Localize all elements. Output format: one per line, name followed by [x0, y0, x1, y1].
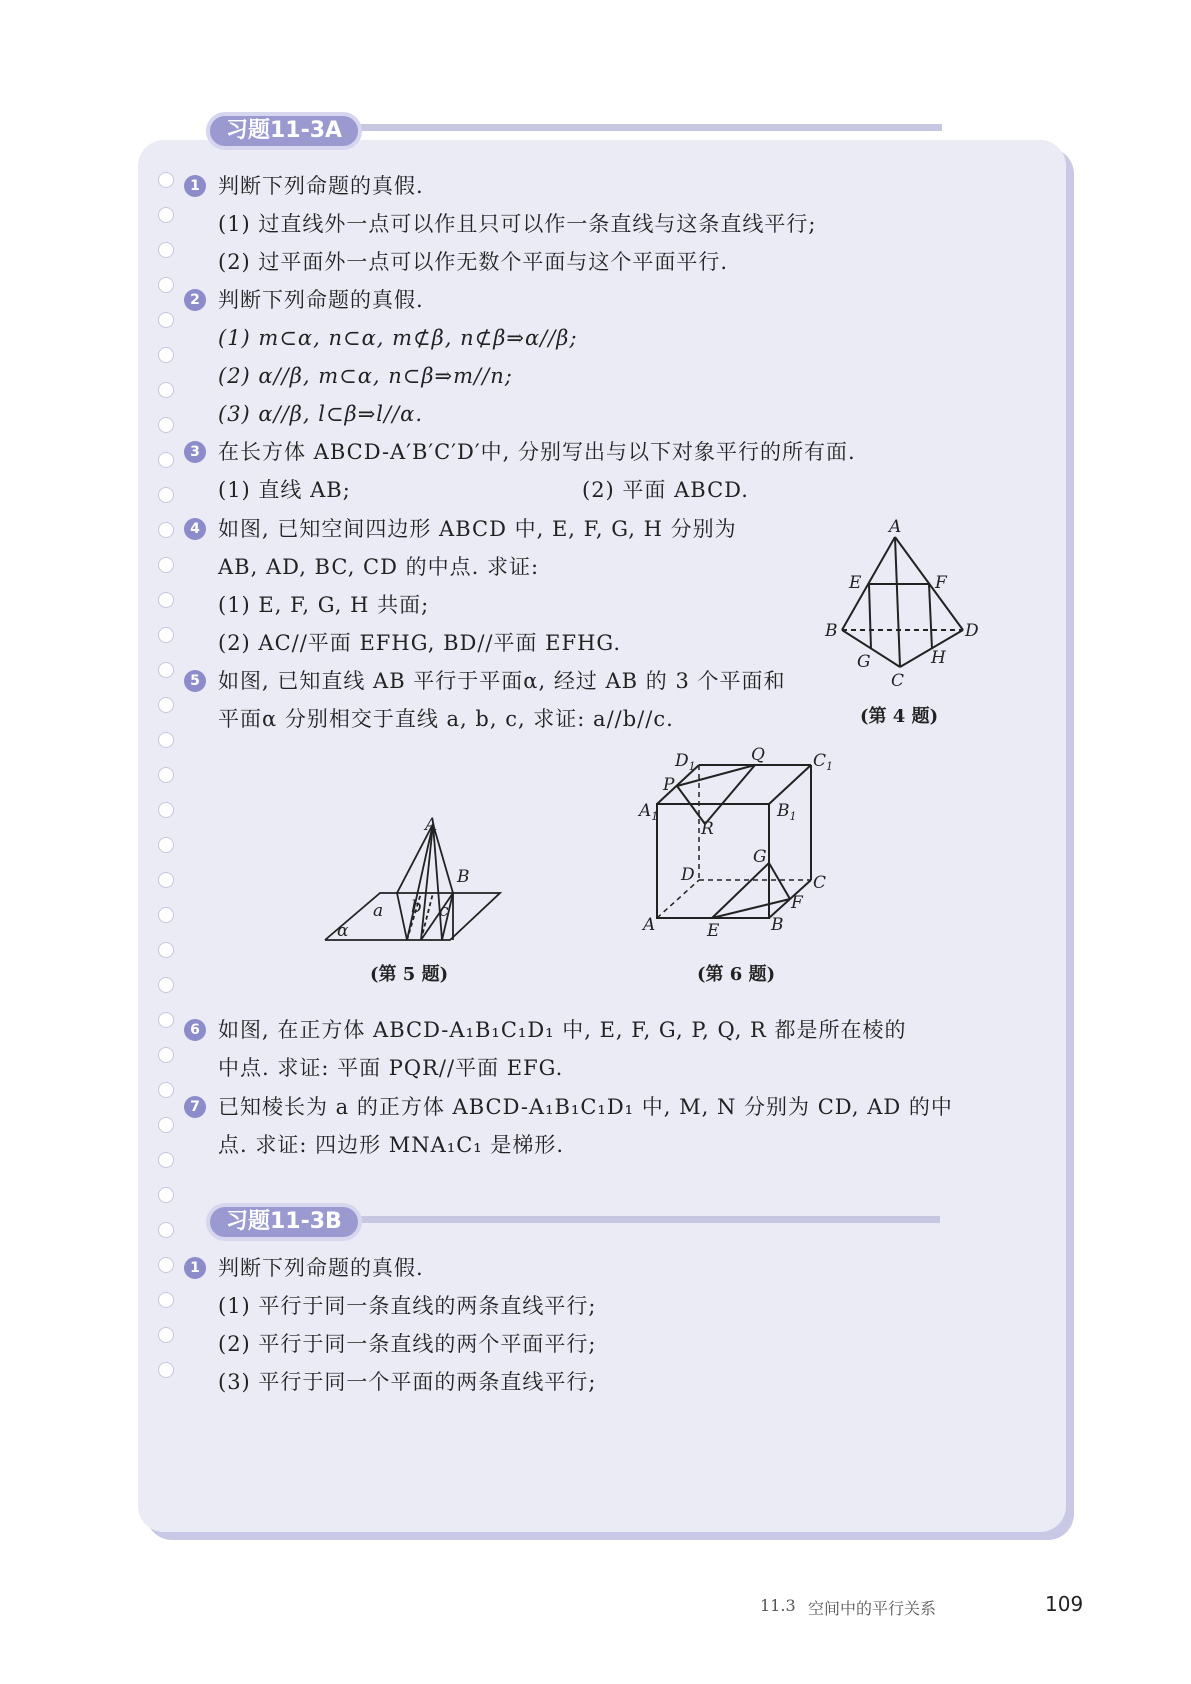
binder-hole — [158, 977, 174, 993]
binder-hole — [158, 872, 174, 888]
problem-text: 在长方体 ABCD-A′B′C′D′中, 分别写出与以下对象平行的所有面. — [218, 440, 856, 464]
binder-hole — [158, 1152, 174, 1168]
figure-5-caption: (第 5 题) — [370, 964, 449, 985]
binder-hole — [158, 1327, 174, 1343]
problem-number: 3 — [184, 441, 206, 463]
binder-hole — [158, 382, 174, 398]
problem-number: 4 — [184, 518, 206, 540]
page-number: 109 — [1045, 1592, 1084, 1616]
label-B: B — [457, 867, 470, 887]
figure-4-caption: (第 4 题) — [860, 706, 939, 727]
binder-hole — [158, 627, 174, 643]
binder-hole — [158, 172, 174, 188]
binder-hole — [158, 1012, 174, 1028]
problem-text: (1) 平行于同一条直线的两条直线平行; — [218, 1294, 597, 1318]
label-E: E — [707, 921, 720, 940]
label-C1: $C_1$ — [813, 751, 834, 773]
label-B: B — [825, 621, 838, 641]
binder-hole — [158, 697, 174, 713]
label-C: C — [813, 873, 827, 893]
problem-text: 已知棱长为 a 的正方体 ABCD-A₁B₁C₁D₁ 中, M, N 分别为 CD, AD 的中 — [218, 1095, 953, 1119]
label-b: b — [411, 897, 422, 917]
problem-number: 2 — [184, 289, 206, 311]
problem-text: (1) E, F, G, H 共面; — [218, 593, 430, 617]
binder-hole — [158, 802, 174, 818]
binder-hole — [158, 907, 174, 923]
problem-text: (2) α//β, m⊂α, n⊂β⇒m//n; — [218, 364, 513, 388]
label-A: A — [889, 517, 902, 537]
label-G: G — [753, 847, 767, 867]
section-b-title: 习题11-3B — [206, 1203, 362, 1241]
binder-hole — [158, 942, 174, 958]
binder-hole — [158, 277, 174, 293]
binder-hole — [158, 242, 174, 258]
label-A1: $A_1$ — [639, 801, 659, 823]
problem-number: 1 — [184, 175, 206, 197]
binder-hole — [158, 1082, 174, 1098]
problem-text: 平面α 分别相交于直线 a, b, c, 求证: a//b//c. — [218, 707, 674, 731]
problem-text: (1) 过直线外一点可以作且只可以作一条直线与这条直线平行; — [218, 212, 817, 236]
label-B: B — [771, 915, 784, 935]
label-C: C — [891, 671, 905, 690]
section-a-title: 习题11-3A — [206, 112, 362, 150]
label-F: F — [935, 573, 947, 593]
figure-5-planes — [315, 810, 515, 950]
section-a-header-line — [300, 124, 942, 131]
label-A: A — [643, 915, 656, 935]
label-B1: $B_1$ — [777, 801, 797, 823]
binder-hole — [158, 662, 174, 678]
label-Q: Q — [751, 745, 765, 765]
problem-number: 5 — [184, 670, 206, 692]
binder-hole — [158, 487, 174, 503]
figure-6-cube — [635, 740, 835, 940]
figure-6-caption: (第 6 题) — [697, 964, 776, 985]
label-E: E — [849, 573, 862, 593]
label-F: F — [791, 893, 803, 913]
problem-text: 如图, 在正方体 ABCD-A₁B₁C₁D₁ 中, E, F, G, P, Q, R 都是所在棱的 — [218, 1018, 907, 1042]
problem-text: 判断下列命题的真假. — [218, 1256, 424, 1280]
label-A: A — [425, 815, 438, 835]
binder-hole — [158, 452, 174, 468]
label-G: G — [857, 652, 871, 672]
problem-text: (3) 平行于同一个平面的两条直线平行; — [218, 1370, 597, 1394]
problem-text: 中点. 求证: 平面 PQR//平面 EFG. — [218, 1056, 564, 1080]
binder-hole — [158, 1292, 174, 1308]
binder-hole — [158, 732, 174, 748]
binder-hole — [158, 1222, 174, 1238]
binder-hole — [158, 1187, 174, 1203]
label-P: P — [663, 775, 675, 795]
problem-text: (2) 平面 ABCD. — [582, 478, 749, 502]
label-D: D — [681, 865, 695, 885]
figure-4-tetrahedron — [815, 510, 995, 690]
binder-hole — [158, 557, 174, 573]
problem-text: (2) AC//平面 EFHG, BD//平面 EFHG. — [218, 631, 622, 655]
problem-text: 点. 求证: 四边形 MNA₁C₁ 是梯形. — [218, 1133, 565, 1157]
binder-hole — [158, 347, 174, 363]
binder-hole — [158, 417, 174, 433]
problem-text: (1) 直线 AB; — [218, 478, 351, 502]
binder-hole — [158, 1362, 174, 1378]
binder-hole — [158, 522, 174, 538]
problem-text: (1) m⊂α, n⊂α, m⊄β, n⊄β⇒α//β; — [218, 326, 578, 350]
problem-number: 6 — [184, 1019, 206, 1041]
problem-text: AB, AD, BC, CD 的中点. 求证: — [218, 555, 540, 579]
problem-text: 如图, 已知直线 AB 平行于平面α, 经过 AB 的 3 个平面和 — [218, 669, 786, 693]
problem-text: (2) 过平面外一点可以作无数个平面与这个平面平行. — [218, 250, 729, 274]
binder-hole — [158, 767, 174, 783]
binder-hole — [158, 1117, 174, 1133]
label-D1: $D_1$ — [675, 751, 696, 773]
binder-hole — [158, 592, 174, 608]
label-a: a — [373, 901, 384, 921]
label-alpha: α — [337, 921, 349, 941]
section-b-header-line — [300, 1216, 940, 1223]
problem-text: 判断下列命题的真假. — [218, 288, 424, 312]
problem-text: 判断下列命题的真假. — [218, 174, 424, 198]
problem-text: 如图, 已知空间四边形 ABCD 中, E, F, G, H 分别为 — [218, 517, 737, 541]
label-R: R — [701, 819, 714, 839]
binder-hole — [158, 207, 174, 223]
binder-hole — [158, 312, 174, 328]
label-c: c — [439, 901, 449, 921]
label-D: D — [965, 621, 979, 641]
problem-number: 1 — [184, 1257, 206, 1279]
problem-number: 7 — [184, 1096, 206, 1118]
binder-hole — [158, 1257, 174, 1273]
problem-text: (3) α//β, l⊂β⇒l//α. — [218, 402, 424, 426]
binder-hole — [158, 1047, 174, 1063]
label-H: H — [931, 648, 946, 668]
footer-section-number: 11.3 — [760, 1596, 796, 1615]
footer-section-title: 空间中的平行关系 — [808, 1599, 937, 1618]
binder-hole — [158, 837, 174, 853]
problem-text: (2) 平行于同一条直线的两个平面平行; — [218, 1332, 597, 1356]
